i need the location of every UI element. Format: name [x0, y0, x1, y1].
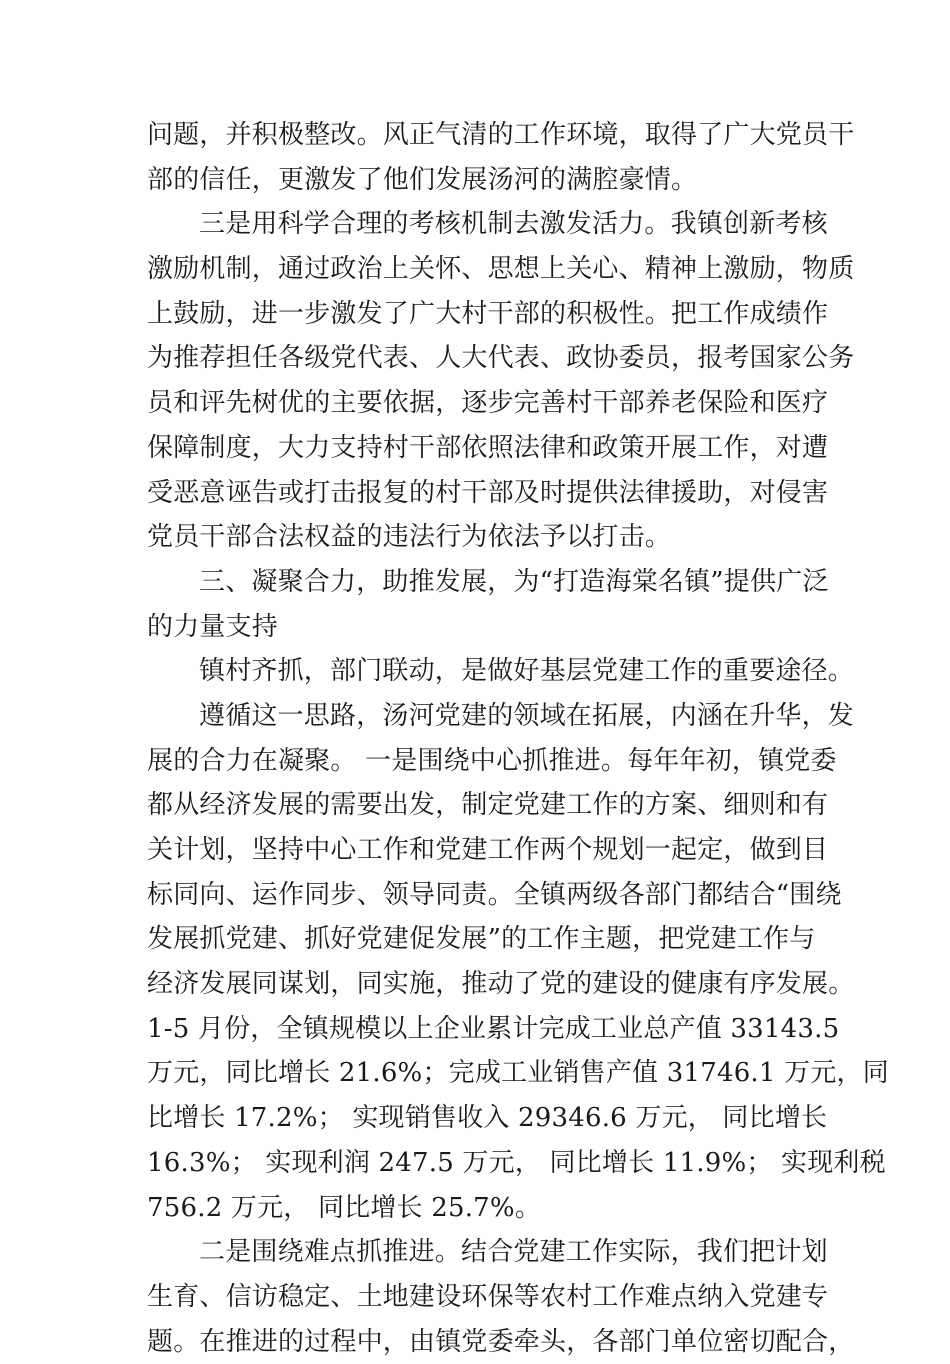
text-line: 都从经济发展的需要出发，制定党建工作的方案、细则和有	[147, 790, 829, 821]
text-line: 展的合力在凝聚。 一是围绕中心抓推进。每年年初，镇党委	[147, 745, 837, 776]
text-line: 万元，同比增长 21.6%；完成工业销售产值 31746.1 万元，同	[147, 1058, 889, 1089]
text-line: 1-5 月份，全镇规模以上企业累计完成工业总产值 33143.5	[147, 1013, 840, 1044]
text-line: 关计划，坚持中心工作和党建工作两个规划一起定，做到目	[147, 835, 829, 865]
paragraph-start-line: 遵循这一思路，汤河党建的领域在拓展，内涵在升华，发	[199, 700, 855, 731]
text-line: 员和评先树优的主要依据，逐步完善村干部养老保险和医疗	[147, 388, 829, 419]
text-line: 题。在推进的过程中，由镇党委牵头，各部门单位密切配合，	[147, 1326, 855, 1357]
paragraph-start-line: 镇村齐抓，部门联动，是做好基层党建工作的重要途径。	[199, 656, 855, 687]
text-line: 党员干部合法权益的违法行为依法予以打击。	[147, 522, 672, 553]
text-line: 标同向、运作同步、领导同责。全镇两级各部门都结合“围绕	[147, 879, 842, 910]
text-line: 756.2 万元， 同比增长 25.7%。	[147, 1192, 542, 1223]
text-line: 激励机制，通过政治上关怀、思想上关心、精神上激励，物质	[147, 254, 855, 285]
paragraph-start-line: 三是用科学合理的考核机制去激发活力。我镇创新考核	[199, 209, 828, 240]
text-line: 发展抓党建、抓好党建促发展”的工作主题，把党建工作与	[147, 924, 816, 955]
text-line: 上鼓励，进一步激发了广大村干部的积极性。把工作成绩作	[147, 298, 829, 329]
text-line: 比增长 17.2%； 实现销售收入 29346.6 万元， 同比增长	[147, 1103, 828, 1134]
text-line: 问题，并积极整改。风正气清的工作环境，取得了广大党员干	[147, 120, 855, 150]
section-heading-line: 的力量支持	[147, 611, 279, 642]
text-line: 经济发展同谋划，同实施，推动了党的建设的健康有序发展。	[147, 969, 855, 1000]
text-line: 为推荐担任各级党代表、人大代表、政协委员，报考国家公务	[147, 343, 855, 374]
text-line: 16.3%； 实现利润 247.5 万元， 同比增长 11.9%； 实现利税	[147, 1147, 886, 1178]
text-line: 部的信任，更激发了他们发展汤河的满腔豪情。	[147, 164, 698, 195]
paragraph-start-line: 二是围绕难点抓推进。结合党建工作实际，我们把计划	[199, 1237, 828, 1268]
text-line: 受恶意诬告或打击报复的村干部及时提供法律援助，对侵害	[147, 477, 829, 508]
text-line: 保障制度，大力支持村干部依照法律和政策开展工作，对遭	[147, 432, 829, 463]
text-line: 生育、信访稳定、土地建设环保等农村工作难点纳入党建专	[147, 1281, 829, 1312]
section-heading-line: 三、凝聚合力，助推发展，为“打造海棠名镇”提供广泛	[199, 566, 829, 597]
document-body	[147, 113, 889, 1364]
